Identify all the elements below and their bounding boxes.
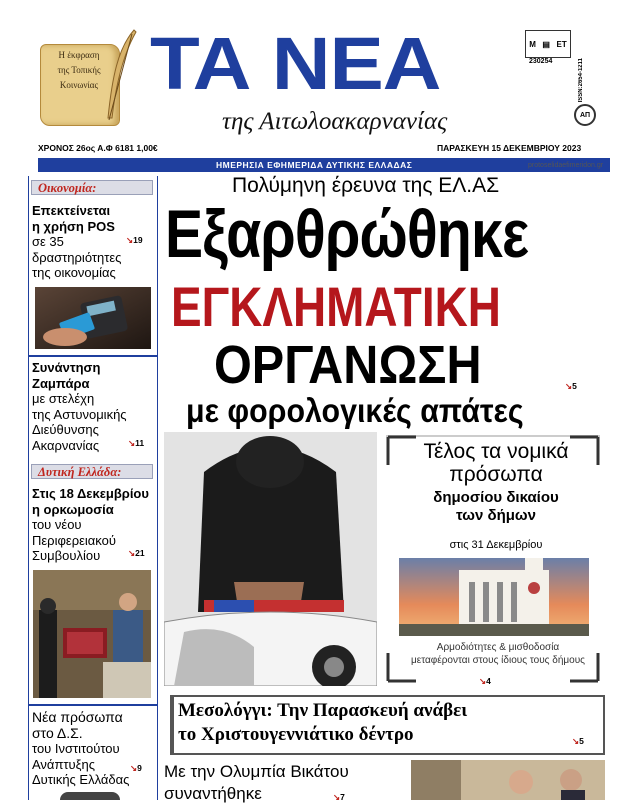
lead-headline-red[interactable]: ΕΓΚΛΗΜΑΤΙΚΗ (171, 275, 501, 338)
newspaper-title: ΤΑ ΝΕΑ (150, 22, 441, 105)
page-ref: ↘9 (130, 763, 142, 773)
story-institute[interactable] (32, 710, 158, 788)
banner-text: ΗΜΕΡΗΣΙΑ ΕΦΗΜΕΡΙΔΑ ΔΥΤΙΚΗΣ ΕΛΛΑΔΑΣ (216, 160, 413, 170)
motto-line: της Τοπικής (57, 65, 101, 75)
story-headline: Ζαμπάρα (32, 375, 90, 391)
vikatou-story[interactable] (164, 761, 349, 805)
side-title-line: Τέλος τα νομικά (423, 440, 569, 463)
motto-line: Η έκφραση (58, 50, 100, 60)
story-text: Διεύθυνσης (32, 422, 99, 437)
seal-icon: ΑΠ (574, 104, 596, 126)
side-title-line: πρόσωπα (449, 463, 543, 486)
arrow-icon: ↘ (572, 736, 580, 746)
page-ref: ↘5 (565, 381, 577, 391)
lead-subheadline[interactable]: με φορολογικές απάτες (186, 392, 524, 429)
story-text: Συμβουλίου (32, 548, 101, 563)
story-headline: Επεκτείνεται (32, 203, 111, 218)
quill-icon (98, 28, 138, 128)
arrow-icon: ↘ (128, 438, 136, 448)
side-story-title[interactable] (396, 440, 596, 486)
story-text: με στελέχη (32, 391, 95, 406)
town-hall-image (399, 558, 589, 636)
portrait-image (60, 792, 120, 800)
website-watermark: protoselidaefimeridon.gr (528, 162, 604, 169)
issue-date: ΠΑΡΑΣΚΕΥΗ 15 ΔΕΚΕΜΒΡΙΟΥ 2023 (437, 143, 582, 153)
issue-info: ΧΡΟΝΟΣ 26ος Α.Φ 6181 1,00€ (38, 143, 158, 153)
arrow-icon: ↘ (565, 381, 573, 391)
page-ref: ↘19 (126, 235, 143, 245)
column-divider (29, 355, 157, 357)
page-ref: ↘21 (128, 548, 145, 558)
registration-number: 230254 (529, 58, 553, 65)
story-text: δραστηριότητες (32, 249, 122, 265)
book-icon: ▤ (542, 39, 550, 49)
arrow-icon: ↘ (479, 676, 487, 686)
story-headline: Νέα πρόσωπα (32, 709, 123, 725)
newspaper-subtitle: της Αιτωλοακαρνανίας (222, 108, 448, 135)
issn: ISSN:2654-1211 (578, 58, 584, 103)
lead-kicker: Πολύμηνη έρευνα της ΕΛ.ΑΣ (232, 174, 500, 197)
lead-headline[interactable]: Εξαρθρώθηκε (165, 196, 529, 272)
story-text: Ανάπτυξης (32, 756, 95, 772)
lead-headline[interactable]: ΟΡΓΑΝΩΣΗ (214, 335, 482, 395)
column-divider (29, 704, 157, 706)
page-ref: ↘11 (128, 438, 145, 448)
caption-line: Αρμοδιότητες & μισθοδοσία (436, 642, 560, 653)
arrow-icon: ↘ (333, 792, 341, 802)
messolonghi-headline[interactable] (178, 699, 467, 747)
caption-line: μεταφέρονται στους ίδιους τους δήμους (410, 655, 585, 666)
story-text: του νέου (32, 517, 82, 532)
meeting-photo (411, 760, 605, 800)
story-headline: Στις 18 Δεκεμβρίου (32, 486, 149, 501)
arrow-icon: ↘ (128, 548, 136, 558)
arrow-icon: ↘ (130, 763, 138, 773)
motto-line: Κοινωνίας (59, 80, 99, 90)
arrow-icon: ↘ (126, 235, 134, 245)
story-headline: η ορκωμοσία (32, 501, 114, 517)
side-story-date: στις 31 Δεκεμβρίου (449, 539, 543, 551)
story-text: Δυτικής Ελλάδας (32, 772, 130, 787)
story-text: σε 35 (32, 234, 64, 249)
story-text: Περιφερειακού (32, 532, 116, 548)
story-headline: Με την Ολυμπία Βικάτου (164, 762, 349, 781)
side-story-caption (398, 641, 598, 667)
story-text: της οικονομίας (32, 265, 116, 280)
page-ref: ↘7 (333, 792, 345, 802)
page-ref: ↘4 (479, 676, 491, 686)
side-sub-line: δημοσίου δικαίου (433, 489, 559, 506)
ceremony-image (33, 570, 151, 698)
story-text: Ακαρνανίας (32, 437, 100, 453)
story-text: της Αστυνομικής (32, 406, 127, 422)
pos-terminal-image (35, 287, 151, 349)
side-sub-line: των δήμων (456, 507, 536, 524)
story-headline: η χρήση POS (32, 218, 115, 234)
masthead-banner (38, 158, 610, 172)
story-headline: στο Δ.Σ. (32, 724, 83, 741)
logo-letter: Μ (529, 39, 536, 49)
section-label: Οικονομία: (31, 180, 153, 195)
publisher-logo (525, 30, 571, 58)
motto-emblem (38, 28, 148, 138)
arrest-photo (164, 432, 377, 686)
story-text: του Ινστιτούτου (32, 741, 120, 756)
section-label: Δυτική Ελλάδα: (31, 464, 153, 479)
page-ref: ↘5 (572, 736, 584, 746)
headline-line: Μεσολόγγι: Την Παρασκευή ανάβει (178, 700, 468, 721)
side-story-subtitle (396, 489, 596, 525)
logo-letter: ΕΤ (556, 39, 567, 49)
story-headline: συναντήθηκε (164, 784, 262, 803)
story-headline: Συνάντηση (32, 360, 101, 375)
headline-line: το Χριστουγεννιάτικο δέντρο (178, 724, 414, 745)
